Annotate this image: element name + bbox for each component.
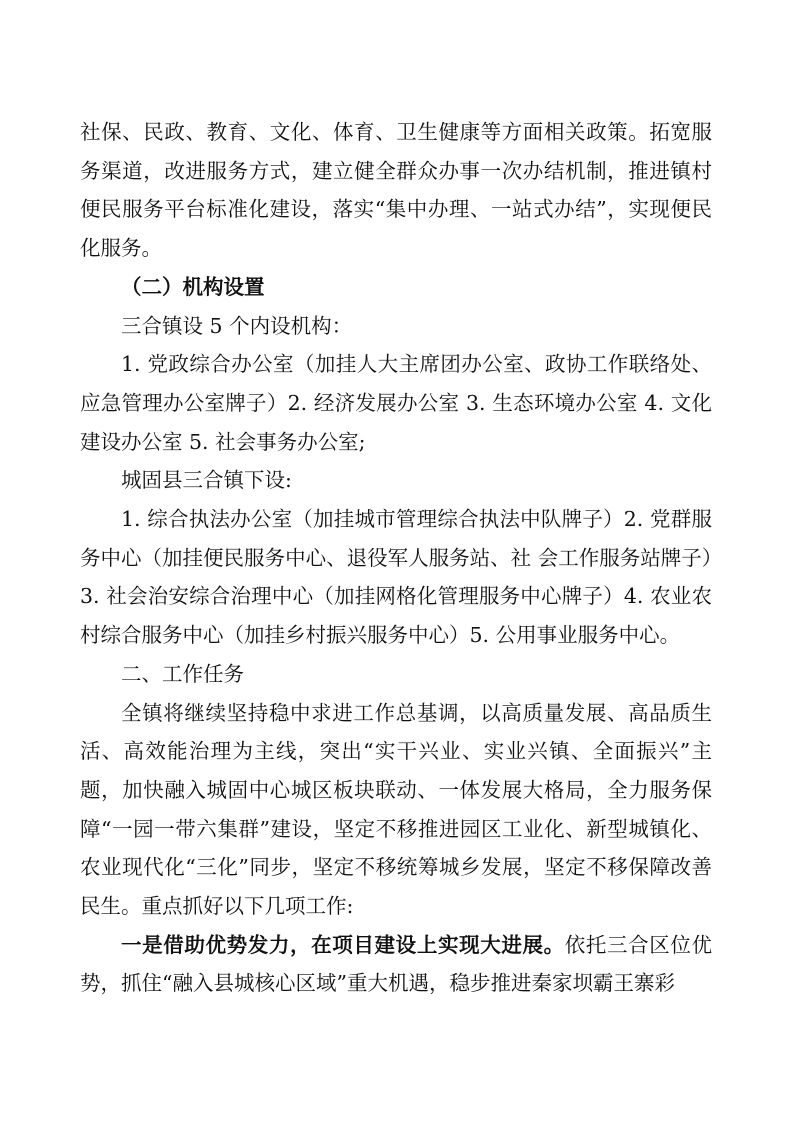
paragraph-internal-departments-list: 1. 党政综合办公室（加挂人大主席团办公室、政协工作联络处、应急管理办公室牌子）2. 经济发展办公室 3. 生态环境办公室 4. 文化建设办公室 5. 社会事务办公室; xyxy=(80,352,712,454)
paragraph-tasks-overview: 全镇将继续坚持稳中求进工作总基调，以高质量发展、高品质生活、高效能治理为主线，突出“实干兴业、实业兴镇、全面振兴”主题，加快融入城固中心城区板块联动、一体发展大格局，全力服务保障“一园一带六集群”建设，坚定不移推进园区工业化、新型城镇化、农业现代化“三化”同步，坚定不移统筹城乡发展，坚定不移保障改善民生。重点抓好以下几项工作: xyxy=(80,700,712,919)
paragraph-services: 社保、民政、教育、文化、体育、卫生健康等方面相关政策。拓宽服务渠道，改进服务方式，建立健全群众办事一次办结机制，推进镇村便民服务平台标准化建设，落实“集中办理、一站式办结”，实现便民化服务。 xyxy=(80,120,712,261)
first-task-body: 依托三合区位优势，抓住“融入县城核心区域”重大机遇，稳步推进秦家坝霸王寨彩 xyxy=(80,932,713,996)
paragraph-subordinate-list: 1. 综合执法办公室（加挂城市管理综合执法中队牌子）2. 党群服务中心（加挂便民服务中心、退役军人服务站、社 会工作服务站牌子）3. 社会治安综合治理中心（加挂网格化管理服务中心牌子）4. 农业农村综合服务中心（加挂乡村振兴服务中心）5. 公用事业服务中心。 xyxy=(80,507,712,648)
paragraph-internal-departments-intro: 三合镇设 5 个内设机构： xyxy=(121,313,353,338)
document-page xyxy=(80,113,712,1003)
paragraph-first-task xyxy=(80,926,712,1003)
section-heading-institutions: （二）机构设置 xyxy=(121,274,265,299)
paragraph-subordinate-intro: 城固县三合镇下设: xyxy=(121,468,292,493)
first-task-lead: 一是借助优势发力，在项目建设上实现大进展。 xyxy=(121,932,565,957)
section-heading-tasks: 二、工作任务 xyxy=(121,661,244,686)
